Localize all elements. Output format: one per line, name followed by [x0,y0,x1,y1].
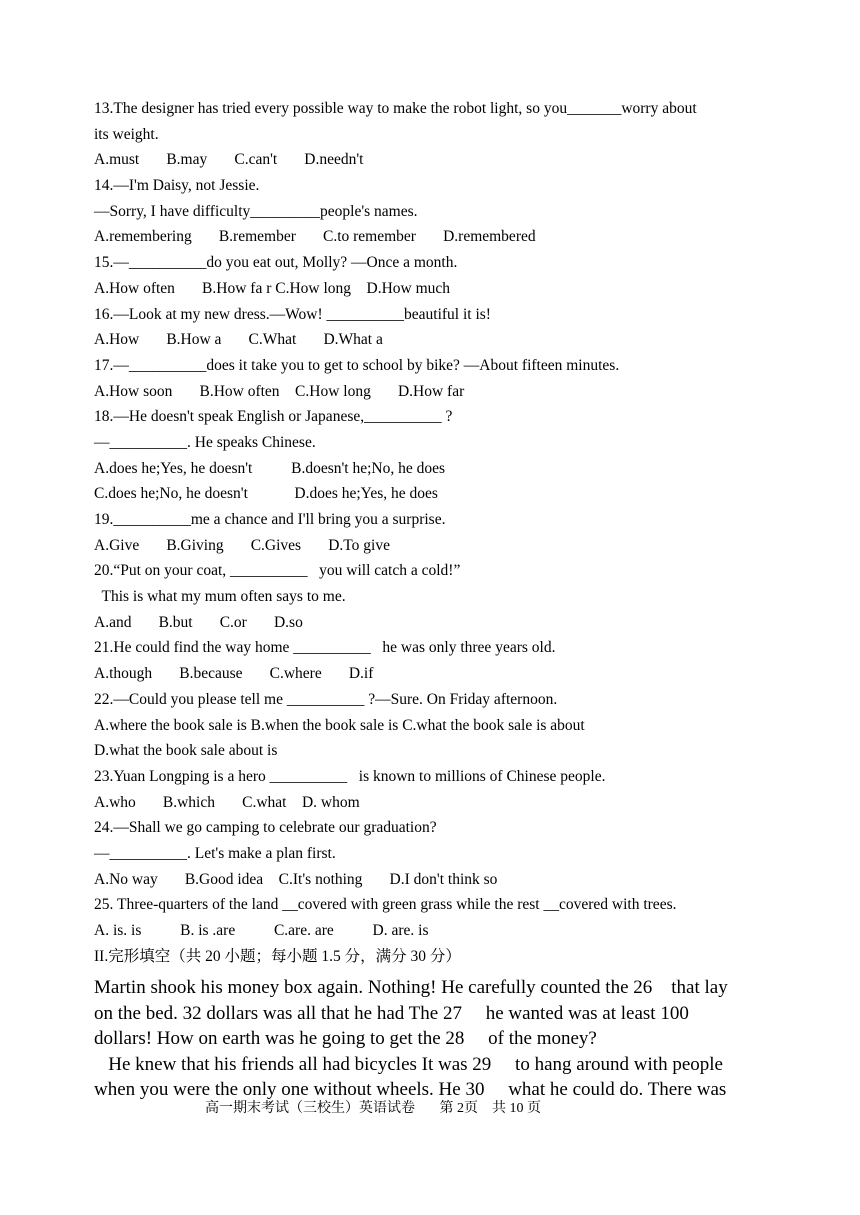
text-line: 24.—Shall we go camping to celebrate our graduation? [94,819,437,837]
text-line: 19.__________me a chance and I'll bring you a surprise. [94,511,446,528]
text-line: A.who B.which C.what D. whom [94,793,360,811]
text-line: 17.—__________does it take you to get to school by bike? —About fifteen minutes. [94,356,620,374]
text-line: —__________. He speaks Chinese. [94,433,316,451]
cloze-passage [94,975,774,1103]
text-line: 16.—Look at my new dress.—Wow! __________beautiful it is! [94,305,491,323]
text-line: 22.—Could you please tell me __________ ?—Sure. On Friday afternoon. [94,690,558,708]
text-line: 21.He could find the way home __________ he was only three years old. [94,639,556,657]
text-line: 18.—He doesn't speak English or Japanese,__________ ? [94,408,453,426]
passage-line: on the bed. 32 dollars was all that he had The 27 he wanted was at least 100 [94,1002,689,1024]
text-line: A.though B.because C.where D.if [94,665,374,683]
text-line: A.No way B.Good idea C.It's nothing D.I don't think so [94,870,498,888]
text-line: 13.The designer has tried every possible way to make the robot light, so you_______worry about [94,100,697,117]
text-line: 15.—__________do you eat out, Molly? —Once a month. [94,254,458,272]
text-line: A.remembering B.remember C.to remember D.remembered [94,228,536,246]
text-line: its weight. [94,125,159,143]
text-line: A.How B.How a C.What D.What a [94,331,383,349]
text-line: C.does he;No, he doesn't D.does he;Yes, he does [94,485,438,503]
text-line: 20.“Put on your coat, __________ you will catch a cold!” [94,562,461,580]
text-line: 14.—I'm Daisy, not Jessie. [94,177,260,195]
text-line: A.Give B.Giving C.Gives D.To give [94,536,390,554]
passage-line: He knew that his friends all had bicycles It was 29 to hang around with people [94,1053,723,1075]
passage-line: when you were the only one without wheels. He 30 what he could do. There was [94,1079,727,1101]
section-heading: II.完形填空（共 20 小题；每小题 1.5 分，满分 30 分） [94,947,461,965]
passage-line: dollars! How on earth was he going to get the 28 of the money? [94,1028,597,1050]
text-line: A.does he;Yes, he doesn't B.doesn't he;No, he does [94,459,446,477]
text-line: —__________. Let's make a plan first. [94,844,336,862]
text-line: D.what the book sale about is [94,742,278,760]
question-list [94,96,774,1103]
text-line: —Sorry, I have difficulty_________people's names. [94,202,418,220]
text-line: A.How soon B.How often C.How long D.How far [94,382,465,400]
text-line: A.must B.may C.can't D.needn't [94,151,364,169]
text-line: A.How often B.How fa r C.How long D.How much [94,279,451,297]
text-line: A.where the book sale is B.when the book sale is C.what the book sale is about [94,716,585,734]
text-line: A.and B.but C.or D.so [94,613,303,631]
passage-line: Martin shook his money box again. Nothing! He carefully counted the 26 that lay [94,977,728,999]
text-line: A. is. is B. is .are C.are. are D. are. is [94,922,429,939]
text-line: 25. Three-quarters of the land __covered with green grass while the rest __covered with trees. [94,896,677,914]
text-line: 23.Yuan Longping is a hero __________ is known to millions of Chinese people. [94,767,606,785]
page-footer: 高一期末考试（三校生）英语试卷 第 2页 共 10 页 [205,1101,541,1116]
text-line: This is what my mum often says to me. [94,588,346,606]
